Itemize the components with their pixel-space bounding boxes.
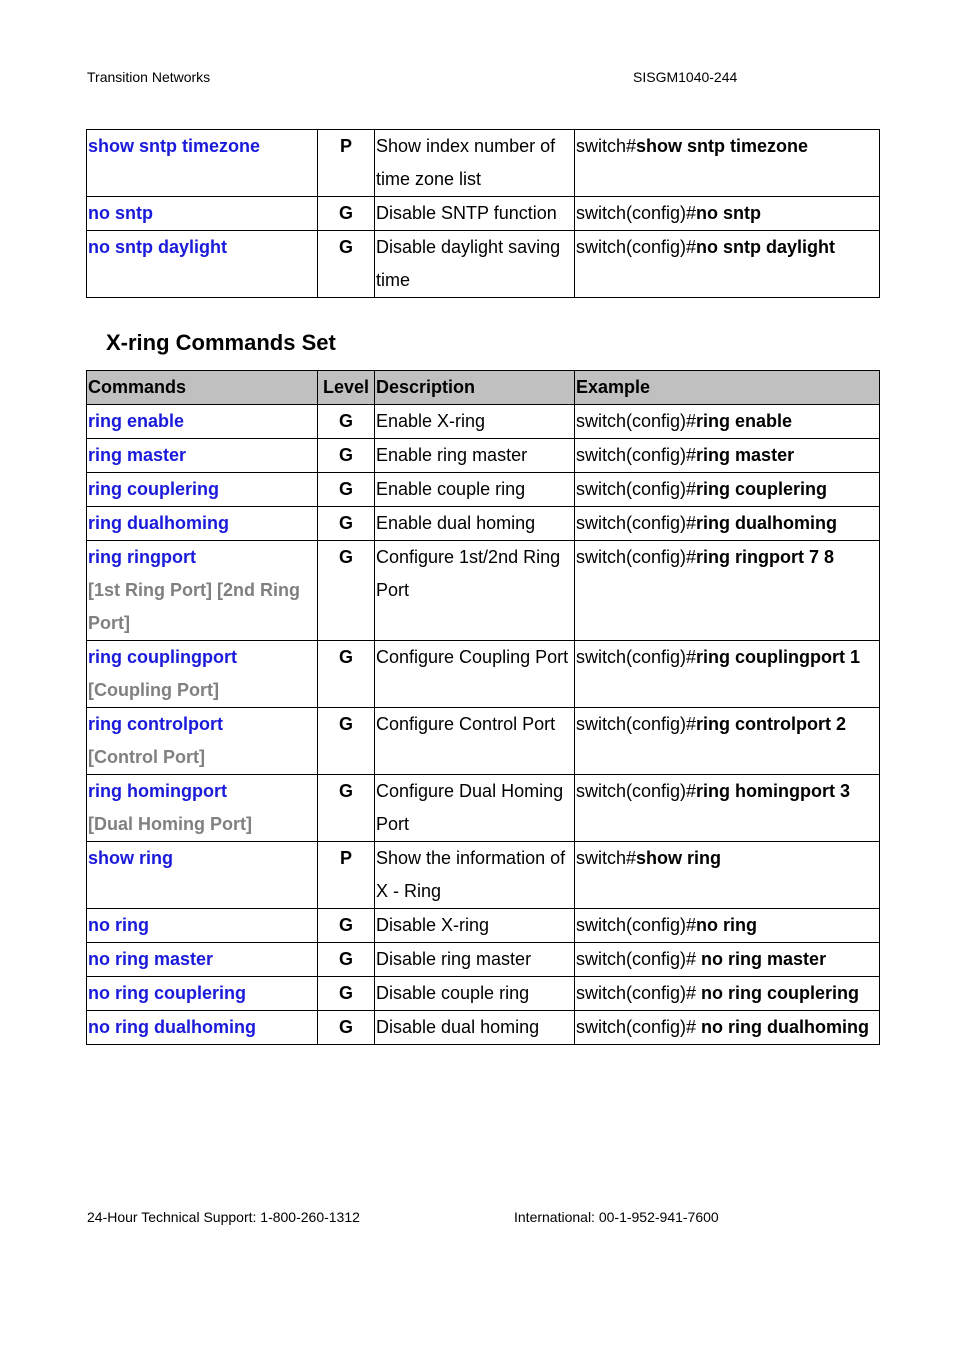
description-cell: Enable dual homing [375,507,575,541]
level-cell: G [318,439,375,473]
table-row [87,1011,880,1045]
command-cell [87,842,318,909]
example-prompt: switch(config)# [576,411,697,431]
description-cell: Configure Dual Homing Port [375,775,575,842]
command-name: ring homingport [88,781,227,801]
table-row [87,130,880,197]
table-row [87,439,880,473]
level-cell: G [318,197,375,231]
command-name: ring couplering [88,479,220,499]
example-prompt: switch(config)# [576,513,697,533]
example-command: no sntp [696,203,762,223]
example-command: ring ringport 7 8 [696,547,835,567]
command-cell [87,708,318,775]
level-cell: P [318,842,375,909]
column-header-commands: Commands [87,371,318,405]
example-prompt: switch(config)# [576,1017,702,1037]
example-prompt: switch(config)# [576,237,697,257]
table-row [87,507,880,541]
example-cell [575,708,880,775]
example-prompt: switch(config)# [576,781,697,801]
example-cell [575,197,880,231]
command-name: ring ringport [88,547,196,567]
command-cell [87,541,318,641]
level-cell: G [318,541,375,641]
level-cell: G [318,775,375,842]
table-row [87,197,880,231]
description-cell: Disable ring master [375,943,575,977]
command-cell [87,507,318,541]
command-name: ring couplingport [88,647,237,667]
example-cell [575,405,880,439]
example-prompt: switch# [576,848,637,868]
sntp-table-body [87,130,880,298]
example-cell [575,842,880,909]
table-row [87,943,880,977]
table-row [87,909,880,943]
example-prompt: switch(config)# [576,714,697,734]
table-row [87,473,880,507]
section-title: X-ring Commands Set [106,330,336,355]
column-header-description: Description [375,371,575,405]
table-row [87,405,880,439]
example-cell [575,977,880,1011]
description-cell: Show index number of time zone list [375,130,575,197]
example-prompt: switch(config)# [576,915,697,935]
command-cell [87,231,318,298]
description-cell: Disable X-ring [375,909,575,943]
example-cell [575,943,880,977]
command-cell [87,775,318,842]
command-cell [87,977,318,1011]
command-name: no ring master [88,949,214,969]
example-command: no sntp daylight [696,237,836,257]
example-command: show sntp timezone [636,136,809,156]
example-command: ring couplering [696,479,828,499]
example-prompt: switch(config)# [576,949,702,969]
level-cell: P [318,130,375,197]
command-cell [87,909,318,943]
example-command: no ring master [701,949,827,969]
command-name: no ring dualhoming [88,1017,256,1037]
command-argument: [Coupling Port] [88,680,219,700]
level-cell: G [318,507,375,541]
command-cell [87,130,318,197]
table-row [87,977,880,1011]
example-cell [575,1011,880,1045]
description-cell: Disable SNTP function [375,197,575,231]
description-cell: Show the information of X - Ring [375,842,575,909]
command-name: ring master [88,445,187,465]
command-name: no ring [88,915,149,935]
level-cell: G [318,231,375,298]
command-cell [87,439,318,473]
example-command: ring enable [696,411,793,431]
example-prompt: switch# [576,136,637,156]
example-command: ring dualhoming [696,513,838,533]
example-cell [575,775,880,842]
example-command: ring controlport 2 [696,714,847,734]
example-prompt: switch(config)# [576,547,697,567]
xring-table-body [87,405,880,1045]
command-argument: [Control Port] [88,747,205,767]
command-cell [87,197,318,231]
description-cell: Configure 1st/2nd Ring Port [375,541,575,641]
level-cell: G [318,909,375,943]
command-name: show ring [88,848,173,868]
description-cell: Disable dual homing [375,1011,575,1045]
command-name: show sntp timezone [88,136,261,156]
example-prompt: switch(config)# [576,479,697,499]
table-row [87,708,880,775]
example-cell [575,439,880,473]
description-cell: Configure Control Port [375,708,575,775]
command-cell [87,943,318,977]
example-command: ring couplingport 1 [696,647,861,667]
example-cell [575,507,880,541]
example-command: no ring [696,915,758,935]
command-name: ring enable [88,411,185,431]
table-row [87,541,880,641]
command-cell [87,1011,318,1045]
sntp-commands-table [86,129,880,298]
command-cell [87,405,318,439]
description-cell: Configure Coupling Port [375,641,575,708]
footer-support-phone: 24-Hour Technical Support: 1-800-260-1312 [87,1209,360,1225]
description-cell: Enable ring master [375,439,575,473]
example-command: show ring [636,848,722,868]
command-name: ring dualhoming [88,513,229,533]
table-row [87,842,880,909]
example-command: no ring dualhoming [701,1017,870,1037]
example-command: no ring couplering [701,983,860,1003]
command-argument: [Dual Homing Port] [88,814,252,834]
footer-international-phone: International: 00-1-952-941-7600 [514,1209,719,1225]
example-cell [575,231,880,298]
command-cell [87,473,318,507]
description-cell: Enable X-ring [375,405,575,439]
table-row [87,641,880,708]
example-cell [575,473,880,507]
level-cell: G [318,708,375,775]
example-cell [575,641,880,708]
table-row [87,231,880,298]
command-name: ring controlport [88,714,223,734]
description-cell: Disable daylight saving time [375,231,575,298]
level-cell: G [318,1011,375,1045]
example-prompt: switch(config)# [576,445,697,465]
xring-commands-table [86,370,880,1045]
level-cell: G [318,405,375,439]
column-header-example: Example [575,371,880,405]
command-name: no ring couplering [88,983,246,1003]
example-prompt: switch(config)# [576,647,697,667]
example-cell [575,130,880,197]
table-header-row [87,371,880,405]
level-cell: G [318,473,375,507]
example-command: ring homingport 3 [696,781,851,801]
level-cell: G [318,641,375,708]
description-cell: Enable couple ring [375,473,575,507]
example-command: ring master [696,445,795,465]
level-cell: G [318,977,375,1011]
column-header-level: Level [318,371,375,405]
example-cell [575,909,880,943]
example-prompt: switch(config)# [576,983,702,1003]
command-cell [87,641,318,708]
command-argument: [1st Ring Port] [2nd Ring Port] [88,580,300,633]
command-name: no sntp [88,203,153,223]
description-cell: Disable couple ring [375,977,575,1011]
example-cell [575,541,880,641]
command-name: no sntp daylight [88,237,227,257]
header-doc-id: SISGM1040-244 [633,69,738,85]
header-company: Transition Networks [87,69,211,85]
table-row [87,775,880,842]
example-prompt: switch(config)# [576,203,697,223]
level-cell: G [318,943,375,977]
